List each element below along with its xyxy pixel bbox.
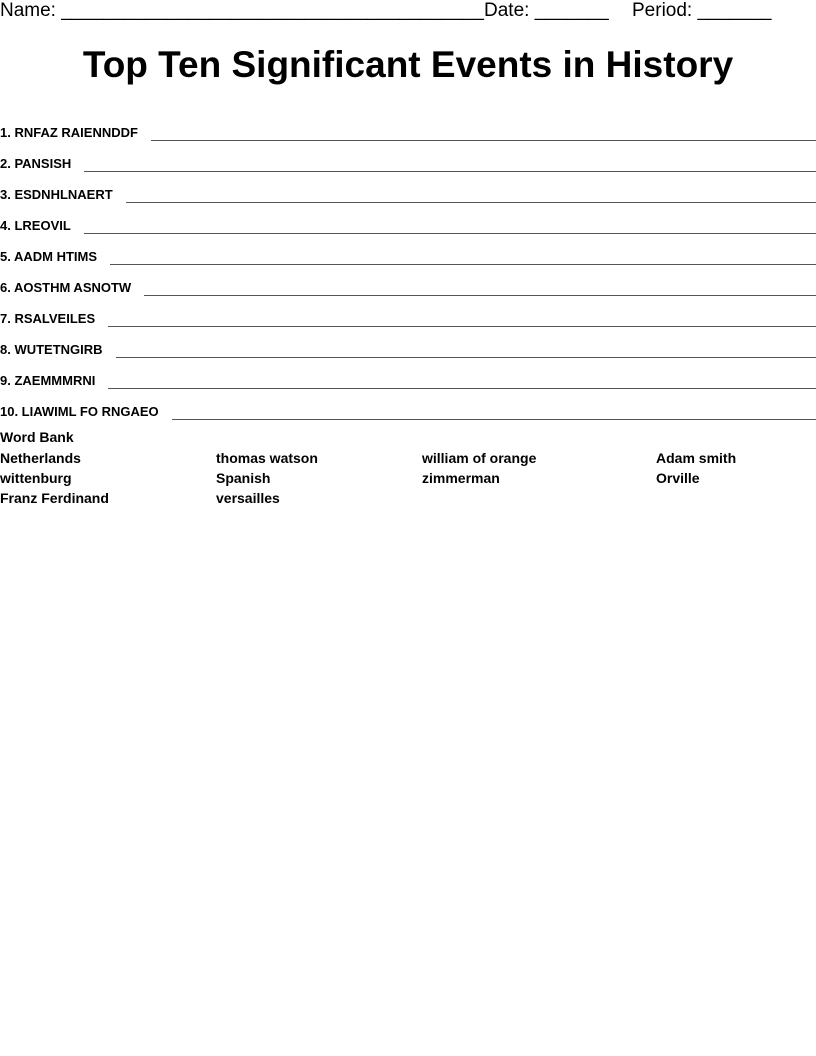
word-bank-item: Adam smith	[656, 450, 737, 466]
answer-line[interactable]	[144, 281, 816, 296]
question-row	[0, 143, 816, 174]
answer-line[interactable]	[172, 405, 816, 420]
word-bank-item: Netherlands	[0, 450, 81, 466]
word-bank-title: Word Bank	[0, 429, 74, 445]
word-bank-item: thomas watson	[216, 450, 318, 466]
answer-line[interactable]	[126, 188, 816, 203]
question-row	[0, 391, 816, 422]
question-scrambled-word: 1. RNFAZ RAIENNDDF	[0, 125, 138, 140]
word-bank-grid	[0, 448, 816, 508]
answer-line[interactable]	[110, 250, 816, 265]
word-bank-item: Spanish	[216, 470, 271, 486]
question-list	[0, 112, 816, 422]
question-scrambled-word: 9. ZAEMMMRNI	[0, 373, 96, 388]
answer-line[interactable]	[116, 343, 816, 358]
question-row	[0, 174, 816, 205]
answer-line[interactable]	[108, 312, 816, 327]
question-row	[0, 205, 816, 236]
question-scrambled-word: 5. AADM HTIMS	[0, 249, 98, 264]
question-row	[0, 360, 816, 391]
question-scrambled-word: 2. PANSISH	[0, 156, 72, 171]
name-field[interactable]: Name: ________________________________________	[0, 0, 484, 21]
question-scrambled-word: 7. RSALVEILES	[0, 311, 96, 326]
question-row	[0, 236, 816, 267]
question-row	[0, 267, 816, 298]
question-row	[0, 112, 816, 143]
page-title: Top Ten Significant Events in History	[82, 44, 734, 85]
question-scrambled-word: 8. WUTETNGIRB	[0, 342, 103, 357]
answer-line[interactable]	[151, 126, 816, 141]
question-scrambled-word: 3. ESDNHLNAERT	[0, 187, 113, 202]
question-row	[0, 298, 816, 329]
period-field[interactable]: Period: _______	[632, 0, 772, 21]
word-bank-item: william of orange	[422, 450, 537, 466]
word-bank-item: Orville	[656, 470, 700, 486]
word-bank	[0, 428, 816, 508]
question-scrambled-word: 4. LREOVIL	[0, 218, 71, 233]
question-row	[0, 329, 816, 360]
answer-line[interactable]	[84, 157, 816, 172]
answer-line[interactable]	[108, 374, 816, 389]
date-field[interactable]: Date: _______	[484, 0, 609, 21]
answer-line[interactable]	[84, 219, 816, 234]
word-bank-item: versailles	[216, 490, 280, 506]
question-scrambled-word: 10. LIAWIML FO RNGAEO	[0, 404, 159, 419]
worksheet-header	[0, 0, 816, 22]
word-bank-item: wittenburg	[0, 470, 72, 486]
word-bank-item: zimmerman	[422, 470, 500, 486]
word-bank-item: Franz Ferdinand	[0, 490, 109, 506]
question-scrambled-word: 6. AOSTHM ASNOTW	[0, 280, 132, 295]
